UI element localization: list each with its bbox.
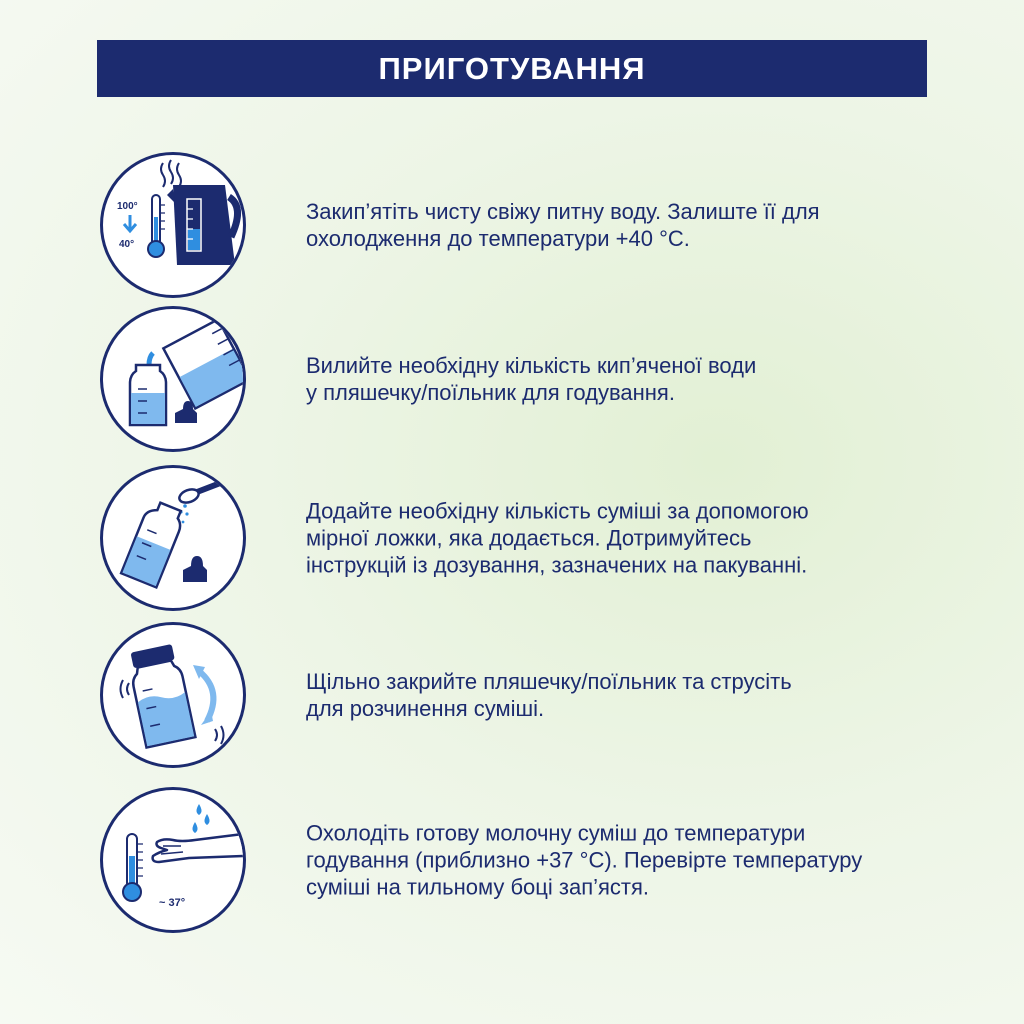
step-4-line-1: Щільно закрийте пляшечку/поїльник та струсіть: [306, 669, 792, 694]
step-5-icon-circle: [100, 787, 246, 933]
step-3: [100, 465, 980, 611]
step-5-line-3: суміші на тильному боці зап’ястя.: [306, 874, 650, 900]
step-5: [100, 787, 980, 933]
end-temp-label: 40°: [119, 239, 135, 250]
step-1-icon-circle: [100, 152, 246, 298]
step-1: [100, 152, 980, 298]
step-2: [100, 306, 980, 452]
page-title: ПРИГОТУВАННЯ: [378, 50, 646, 86]
step-1-line-1: Закип’ятіть чисту свіжу питну воду. Залиште її для: [306, 199, 820, 224]
step-5-line-2: годування (приблизно +37 °С). Перевірте температуру: [306, 847, 863, 873]
step-3-line-2: мірної ложки, яка додається. Дотримуйтесь: [306, 525, 752, 551]
step-1-line-2: охолодження до температури +40 °С.: [306, 226, 690, 251]
step-5-text: [306, 820, 956, 901]
step-3-icon-circle: [100, 465, 246, 611]
wrist-test-thermometer-icon: [103, 790, 243, 930]
title-banner: [97, 40, 927, 97]
step-4-text: [306, 668, 956, 722]
step-3-line-3: інструкцій із дозування, зазначених на пакуванні.: [306, 552, 808, 578]
start-temp-label: 100°: [117, 201, 138, 212]
step-2-line-2: у пляшечку/поїльник для годування.: [306, 380, 675, 405]
step-5-line-1: Охолодіть готову молочну суміш до температури: [306, 820, 806, 846]
step-2-line-1: Вилийте необхідну кількість кип’яченої води: [306, 353, 757, 378]
step-4: [100, 622, 980, 768]
step-4-icon-circle: [100, 622, 246, 768]
step-2-icon-circle: [100, 306, 246, 452]
step-3-line-1: Додайте необхідну кількість суміші за допомогою: [306, 498, 809, 524]
step-1-text: [306, 198, 956, 252]
step-2-text: [306, 352, 956, 406]
measuring-spoon-bottle-icon: [103, 468, 243, 608]
shake-bottle-icon: [103, 625, 243, 765]
wrist-temp-label: ~ 37°: [159, 897, 186, 909]
step-3-text: [306, 498, 956, 579]
kettle-thermometer-icon: [103, 155, 243, 295]
pour-water-bottle-icon: [103, 309, 243, 449]
step-4-line-2: для розчинення суміші.: [306, 696, 545, 721]
